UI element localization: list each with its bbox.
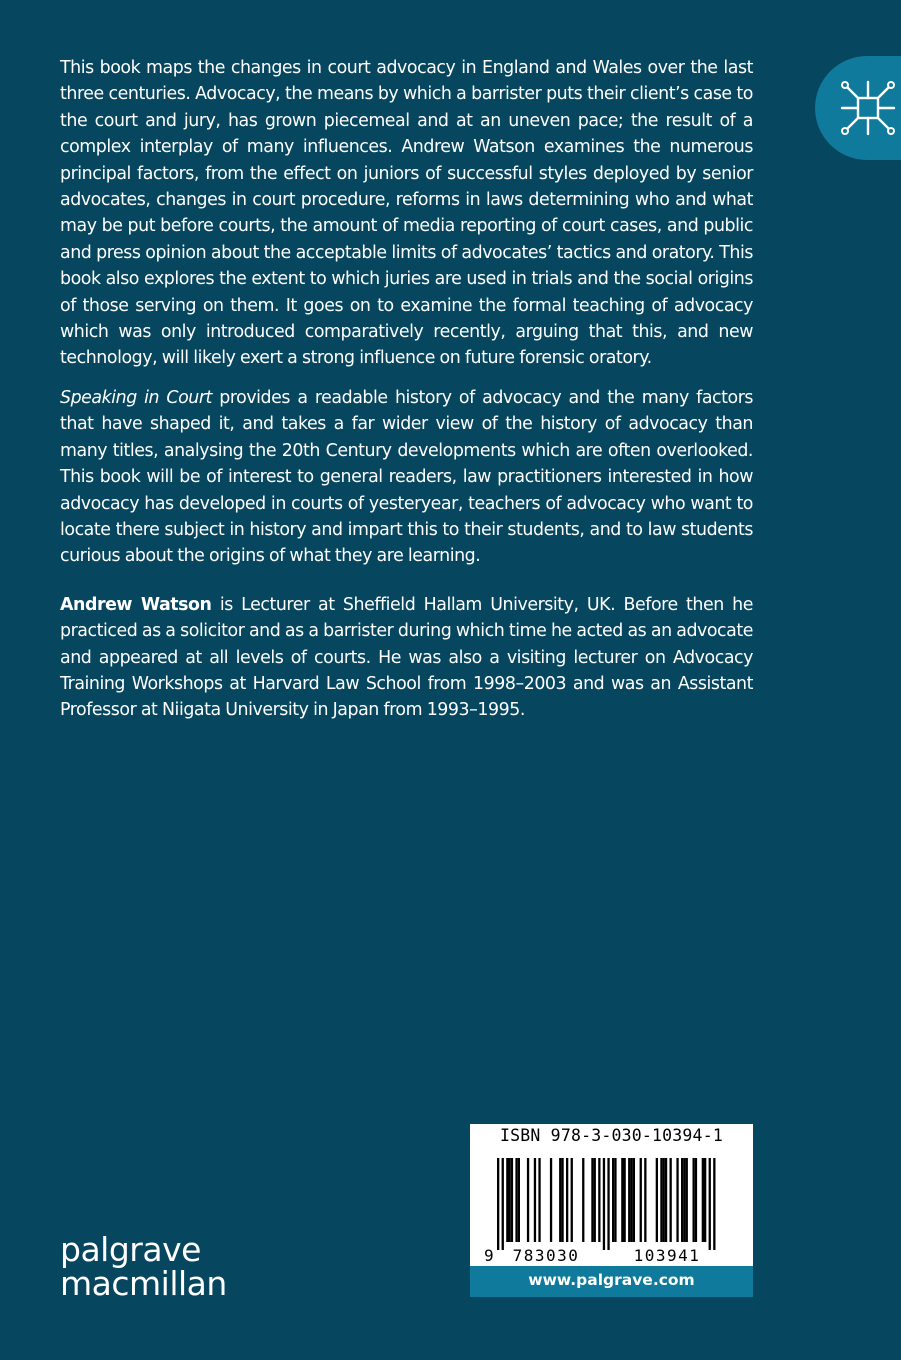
barcode-bar bbox=[656, 1158, 658, 1242]
barcode-bar bbox=[660, 1158, 662, 1242]
logo-line-palgrave: palgrave bbox=[60, 1230, 201, 1269]
publisher-url[interactable]: www.palgrave.com bbox=[470, 1266, 753, 1297]
barcode-bar bbox=[598, 1158, 600, 1242]
barcode-bar bbox=[633, 1158, 635, 1242]
author-name: Andrew Watson bbox=[60, 594, 212, 615]
palgrave-macmillan-logo bbox=[60, 1230, 227, 1303]
barcode-bar bbox=[534, 1158, 536, 1242]
barcode-bar bbox=[628, 1158, 630, 1242]
barcode-bar bbox=[550, 1158, 552, 1242]
barcode-bar bbox=[702, 1158, 704, 1242]
blurb-paragraph-1: This book maps the changes in court advocacy in England and Wales over the last three centuries. Advocacy, the means by which a barrister puts their client’s case to the court and jury, has grown piecemeal and at an uneven pace; the result of a complex interplay of many influences. Andrew Watson examines the numerous principal factors, from the effect on juniors of successful styles deployed by senior advocates, changes in court procedure, reforms in laws determining who and what may be put before courts, the amount of media reporting of court cases, and public and press opinion about the acceptable limits of advocates’ tactics and oratory. This book also explores the extent to which juries are used in trials and the social origins of those serving on them. It goes on to examine the formal teaching of advocacy which was only introduced comparatively recently, arguing that this, and new technology, will likely exert a strong influence on future forensic oratory. bbox=[60, 58, 753, 369]
barcode-bar bbox=[506, 1158, 508, 1242]
barcode-bar bbox=[571, 1158, 573, 1242]
barcode-bar bbox=[704, 1158, 706, 1242]
barcode-bars bbox=[470, 1124, 753, 1266]
barcode-bar bbox=[502, 1158, 504, 1250]
barcode-bar bbox=[693, 1158, 695, 1242]
barcode-bar bbox=[640, 1158, 642, 1242]
barcode-digit-lead: 9 bbox=[484, 1246, 494, 1265]
barcode-bar bbox=[681, 1158, 683, 1242]
barcode-bar bbox=[624, 1158, 626, 1242]
barcode-bar bbox=[566, 1158, 568, 1242]
barcode-bar bbox=[511, 1158, 513, 1242]
barcode-bar bbox=[683, 1158, 685, 1242]
barcode-bar bbox=[670, 1158, 672, 1242]
logo-line-macmillan: macmillan bbox=[60, 1264, 227, 1303]
isbn-label: ISBN 978-3-030-10394-1 bbox=[500, 1126, 723, 1145]
barcode-bar bbox=[621, 1158, 623, 1242]
barcode-bar bbox=[515, 1158, 517, 1242]
barcode-bar bbox=[607, 1158, 609, 1250]
barcode-bar bbox=[665, 1158, 667, 1242]
barcode-bar bbox=[614, 1158, 616, 1242]
barcode-bar bbox=[509, 1158, 511, 1242]
barcode-bar bbox=[538, 1158, 540, 1242]
publisher-tab bbox=[815, 56, 901, 160]
barcode-bar bbox=[612, 1158, 614, 1242]
barcode-bar bbox=[561, 1158, 563, 1242]
barcode-bar bbox=[594, 1158, 596, 1242]
blurb-paragraph-2 bbox=[60, 385, 753, 570]
barcode-bar bbox=[497, 1158, 499, 1250]
barcode-bar bbox=[663, 1158, 665, 1242]
barcode-bar bbox=[603, 1158, 605, 1250]
isbn-barcode bbox=[470, 1124, 753, 1266]
barcode-bar bbox=[582, 1158, 584, 1242]
barcode-bar bbox=[713, 1158, 715, 1250]
barcode-bar bbox=[695, 1158, 697, 1242]
barcode-bar bbox=[591, 1158, 593, 1242]
barcode-bar bbox=[527, 1158, 529, 1242]
barcode-bar bbox=[518, 1158, 520, 1242]
author-bio bbox=[60, 592, 753, 724]
barcode-bar bbox=[630, 1158, 632, 1242]
book-title: Speaking in Court bbox=[60, 387, 212, 408]
barcode-bar bbox=[676, 1158, 678, 1242]
barcode-bar bbox=[709, 1158, 711, 1250]
blurb-paragraph-2-text: provides a readable history of advocacy and the many factors that have shaped it, and takes a far wider view of the history of advocacy than many titles, analysing the 20th Century developments which are often overlooked. This book will be of interest to general readers, law practitioners interested in how advocacy has developed in courts of yesteryear, teachers of advocacy who want to locate there subject in history and impart this to their students, and to law students curious about the origins of what they are learning. bbox=[60, 387, 754, 567]
barcode-bar bbox=[559, 1158, 561, 1242]
barcode-digits-right: 103941 bbox=[633, 1246, 701, 1265]
author-bio-text: is Lecturer at Sheffield Hallam University, UK. Before then he practiced as a solicitor and as a barrister during which time he acted as an advocate and appeared at all levels of courts. He was also a visiting lecturer on Advocacy Training Workshops at Harvard Law School from 1998–2003 and was an Assistant Professor at Niigata University in Japan from 1993–1995. bbox=[60, 594, 753, 721]
palgrave-node-icon bbox=[839, 78, 897, 138]
barcode-bar bbox=[644, 1158, 646, 1242]
barcode-digits-left: 783030 bbox=[512, 1246, 580, 1265]
barcode-bar bbox=[686, 1158, 688, 1242]
back-cover-blurb bbox=[60, 55, 753, 737]
